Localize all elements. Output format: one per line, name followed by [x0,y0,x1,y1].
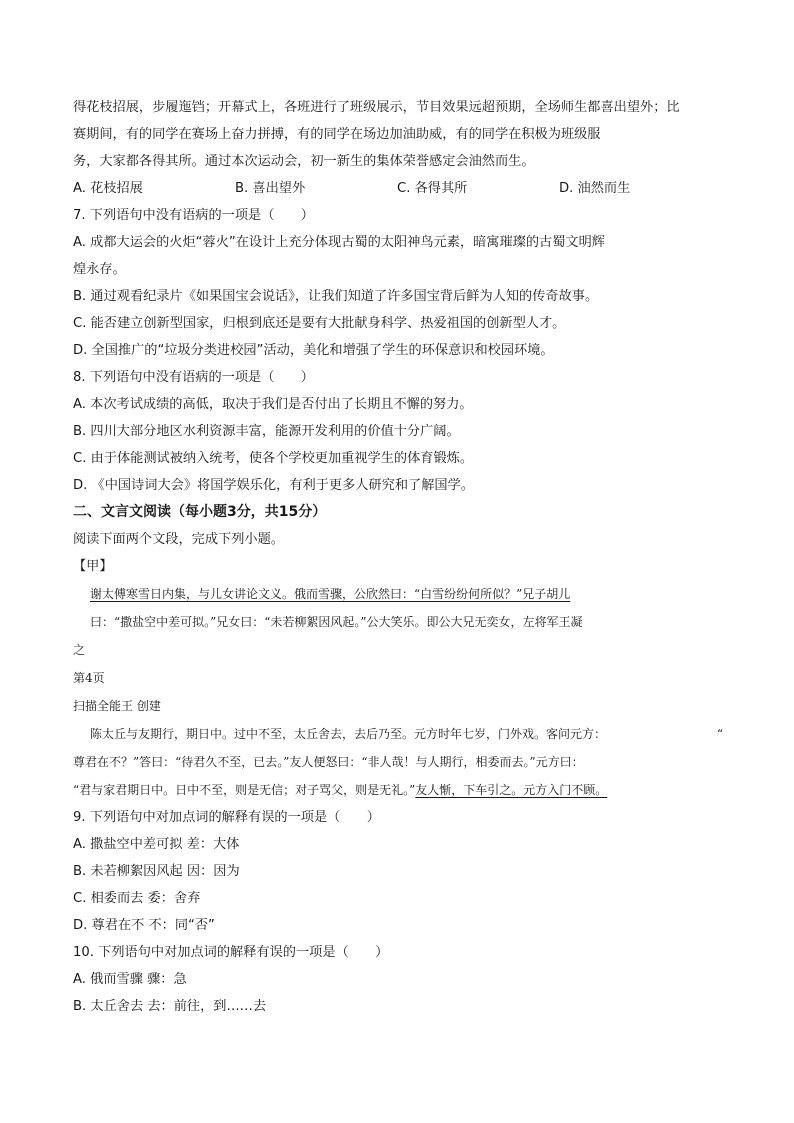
q6-passage-line-2: 赛期间，有的同学在赛场上奋力拼搏，有的同学在场边加油助威，有的同学在积极为班级服 [73,127,601,142]
passage-yi-line-1-quote: “ [716,727,723,741]
passage-jia-underlined: 谢太傅寒雪日内集，与儿女讲论文义。俄而雪骤，公欣然曰：“白雪纷纷何所似？”兄子胡儿 [90,587,571,601]
scanner-watermark: 扫描全能王 创建 [73,699,161,713]
q6-option-c: C. 各得其所 [397,181,468,196]
q8-option-b: B. 四川大部分地区水利资源丰富，能源开发利用的价值十分广阔。 [73,424,460,439]
exam-page [73,94,723,1020]
q6-passage-line-3: 务，大家都各得其所。通过本次运动会，初一新生的集体荣誉感定会油然而生。 [73,154,535,169]
q9-option-b: B. 未若柳絮因风起 因：因为 [73,864,240,879]
q9-option-c: C. 相委而去 委：舍弃 [73,891,201,906]
q9-option-d: D. 尊君在不 不：同“否” [73,918,215,933]
passage-jia-label: 【甲】 [73,559,113,574]
q9-option-a: A. 撒盐空中差可拟 差：大体 [73,837,240,852]
passage-yi-line-2: 尊君在不？”答曰：“待君久不至，已去。”友人便怒曰：“非人哉！与人期行，相委而去。”元方曰： [73,755,584,769]
q6-option-a: A. 花枝招展 [73,181,143,196]
passage-jia-line-3: 之 [73,643,86,657]
passage-yi-line-3-text: “君与家君期日中。日中不至，则是无信；对子骂父，则是无礼。” [73,783,416,797]
passage-yi-line-1 [73,720,723,748]
q7-option-c: C. 能否建立创新型国家，归根到底还是要有大批献身科学、热爱祖国的创新型人才。 [73,316,566,331]
q6-option-b: B. 喜出望外 [235,181,306,196]
section-heading: 二、文言文阅读（每小题3分，共15分） [73,504,327,520]
passage-yi-line-1-text: 陈太丘与友期行，期日中。过中不至，太丘舍去，去后乃至。元方时年七岁，门外戏。客问元方： [90,727,607,741]
q7-stem: 7. 下列语句中没有语病的一项是（ ） [73,208,314,223]
q8-option-d: D. 《中国诗词大会》将国学娱乐化，有利于更多人研究和了解国学。 [73,478,474,493]
passage-yi-line-3 [73,776,723,804]
q6-option-d: D. 油然而生 [559,181,631,196]
q8-option-c: C. 由于体能测试被纳入统考，使各个学校更加重视学生的体育锻炼。 [73,451,474,466]
q10-option-b: B. 太丘舍去 去：前往，到……去 [73,999,267,1014]
q10-option-a: A. 俄而雪骤 骤：急 [73,972,187,987]
passage-jia-line-2: 曰：“撒盐空中差可拟。”兄女曰：“未若柳絮因风起。”公大笑乐。即公大兄无奕女，左将军王凝 [90,615,583,629]
passage-yi-underlined: 友人惭，下车引之。元方入门不顾。 [415,783,608,797]
q8-stem: 8. 下列语句中没有语病的一项是（ ） [73,370,314,385]
q10-stem: 10. 下列语句中对加点词的解释有误的一项是（ ） [73,945,389,960]
q7-option-a-line-2: 煌永存。 [73,262,126,277]
q8-option-a: A. 本次考试成绩的高低，取决于我们是否付出了长期且不懈的努力。 [73,397,473,412]
page-number: 第4页 [73,671,105,685]
q9-stem: 9. 下列语句中对加点词的解释有误的一项是（ ） [73,810,380,825]
q7-option-d: D. 全国推广的“垃圾分类进校园”活动，美化和增强了学生的环保意识和校园环境。 [73,343,554,358]
q7-option-b: B. 通过观看纪录片《如果国宝会说话》，让我们知道了许多国宝背后鲜为人知的传奇故事。 [73,289,599,304]
q7-option-a-line-1: A. 成都大运会的火炬“蓉火”在设计上充分体现古蜀的太阳神鸟元素，暗寓璀璨的古蜀文明辉 [73,235,605,250]
passage-jia-line-1 [73,580,723,608]
section-intro: 阅读下面两个文段，完成下列小题。 [73,532,284,547]
q6-options [73,175,723,202]
q6-passage-line-1: 得花枝招展，步履迤铛；开幕式上，各班进行了班级展示，节目效果远超预期，全场师生都喜出望外；比 [73,100,680,115]
